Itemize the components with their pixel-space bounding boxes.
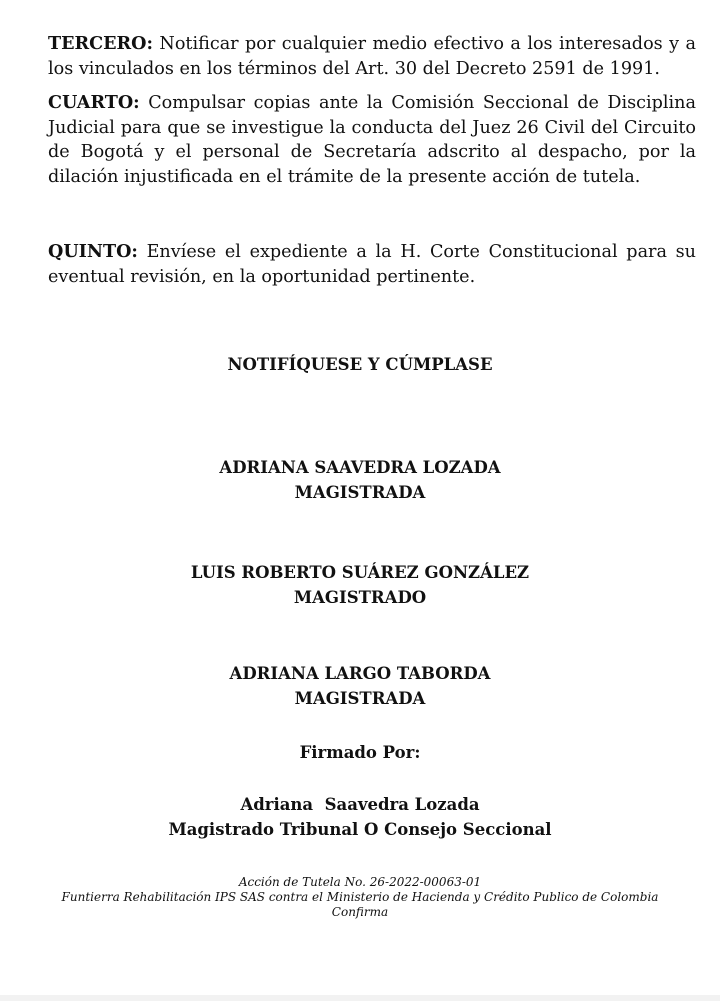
page-footer xyxy=(40,875,680,920)
signer-name: Adriana Saavedra Lozada xyxy=(240,795,480,814)
signatory-block-1 xyxy=(0,455,720,505)
paragraph-cuarto xyxy=(48,91,696,189)
signatory-title: MAGISTRADO xyxy=(293,588,427,607)
footer-case-number: Acción de Tutela No. 26-2022-00063-01 xyxy=(238,875,482,889)
digital-signature-block xyxy=(0,792,720,842)
signatory-name: LUIS ROBERTO SUÁREZ GONZÁLEZ xyxy=(190,563,530,582)
cuarto-label: CUARTO: xyxy=(48,92,140,113)
signatory-block-3 xyxy=(0,661,720,711)
cuarto-text: Compulsar copias ante la Comisión Seccional de Disciplina Judicial para que se investigue la conducta del Juez 26 Civil del Circuito de Bogotá y el personal de Secretaría adscrito al despacho, por la dilación injustificada en el trámite de la presente acción de tutela. xyxy=(48,93,696,187)
quinto-label: QUINTO: xyxy=(48,241,138,262)
signed-by-label: Firmado Por: xyxy=(299,743,421,762)
signatory-title: MAGISTRADA xyxy=(294,689,426,708)
quinto-text: Envíese el expediente a la H. Corte Constitucional para su eventual revisión, en la oportunidad pertinente. xyxy=(48,242,696,287)
signatory-title: MAGISTRADA xyxy=(294,483,426,502)
paragraph-tercero xyxy=(48,32,696,81)
closing-statement: NOTIFÍQUESE Y CÚMPLASE xyxy=(227,355,493,374)
paragraph-quinto xyxy=(48,240,696,289)
signatory-name: ADRIANA SAAVEDRA LOZADA xyxy=(219,458,501,477)
footer-parties: Funtierra Rehabilitación IPS SAS contra el Ministerio de Hacienda y Crédito Publico de Colombia xyxy=(61,890,659,904)
tercero-text: Notificar por cualquier medio efectivo a los interesados y a los vinculados en los términos del Art. 30 del Decreto 2591 de 1991. xyxy=(48,34,696,79)
footer-decision: Confirma xyxy=(331,905,389,919)
signatory-block-2 xyxy=(0,560,720,610)
tercero-label: TERCERO: xyxy=(48,33,153,54)
signatory-name: ADRIANA LARGO TABORDA xyxy=(229,664,491,683)
signer-role: Magistrado Tribunal O Consejo Seccional xyxy=(168,820,552,839)
signed-by-label-block xyxy=(0,740,720,765)
